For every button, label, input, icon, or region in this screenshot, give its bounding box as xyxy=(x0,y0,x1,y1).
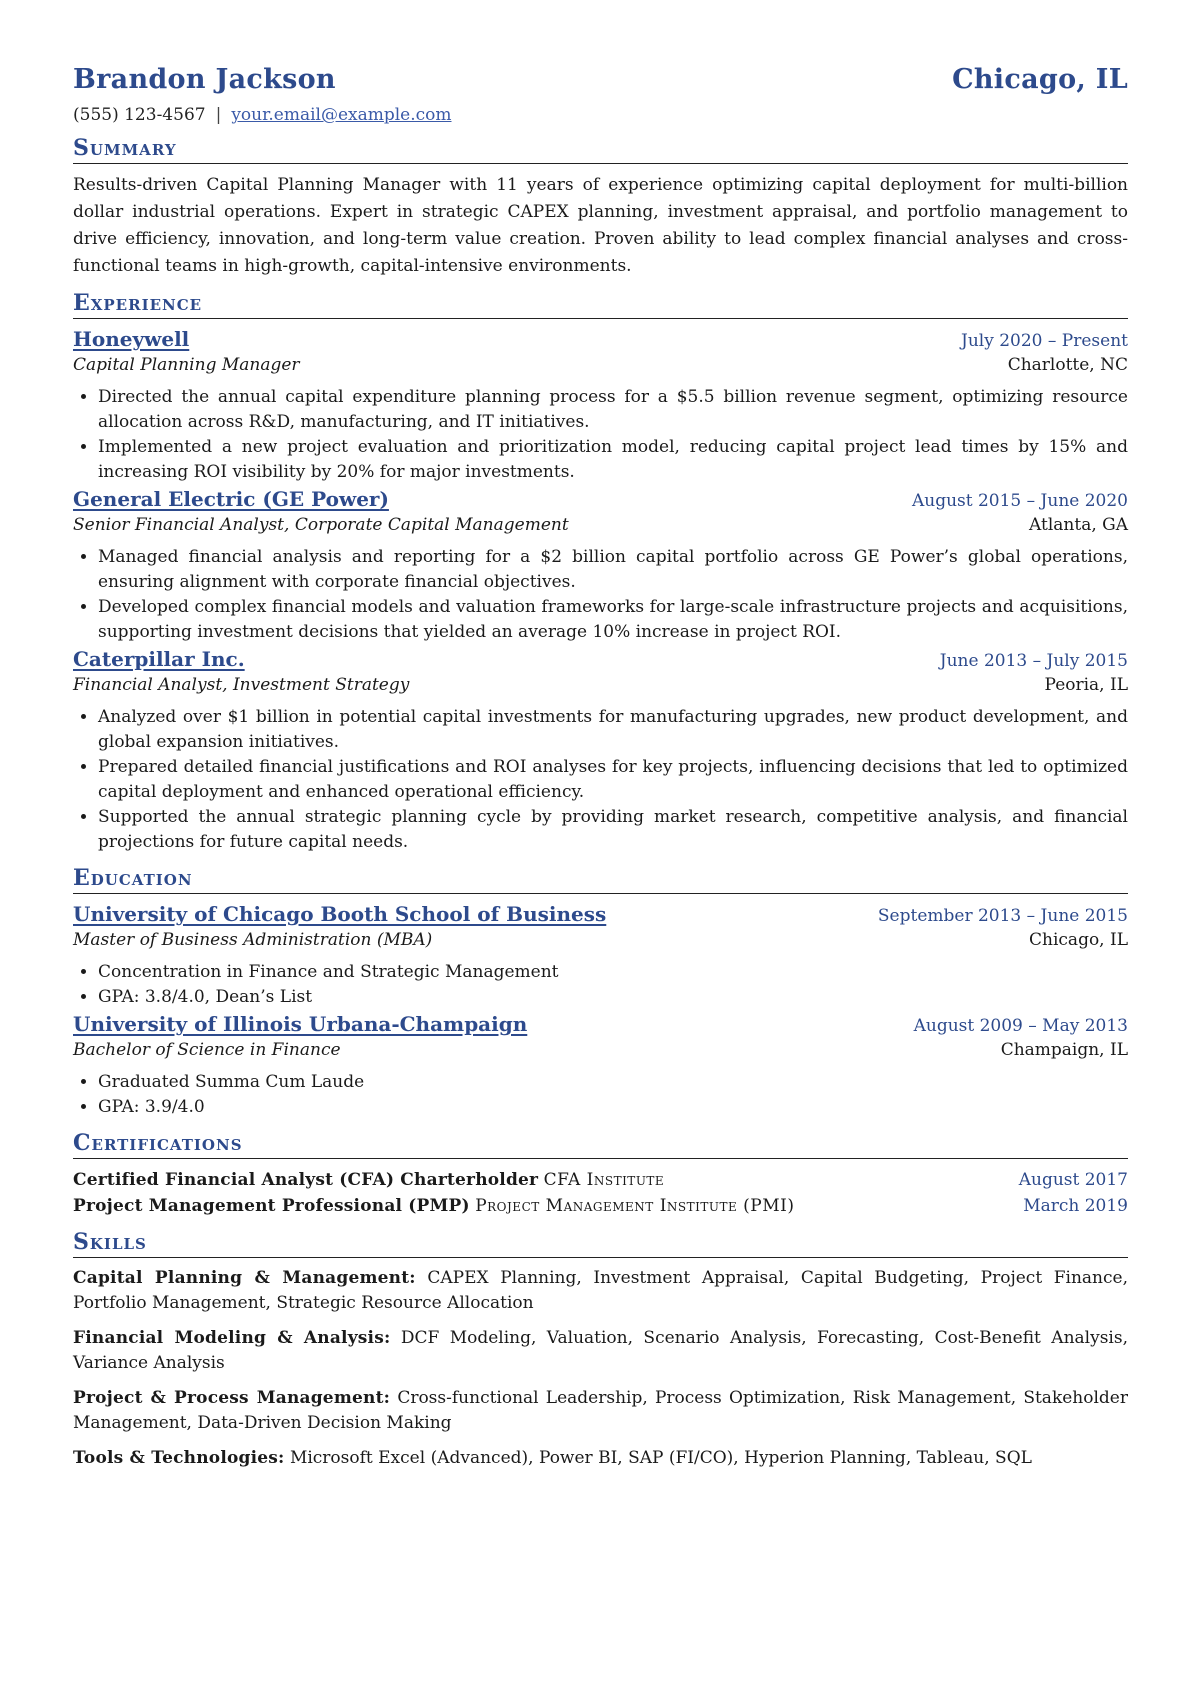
skill-label: Tools & Technologies: xyxy=(73,1448,285,1468)
skill-group xyxy=(73,1266,1128,1316)
candidate-location: Chicago, IL xyxy=(952,64,1128,95)
company-link[interactable]: Caterpillar Inc. xyxy=(73,647,245,671)
job-dates: August 2015 – June 2020 xyxy=(911,491,1128,511)
job-location: Peoria, IL xyxy=(1044,675,1128,695)
company-link[interactable]: General Electric (GE Power) xyxy=(73,487,389,511)
job-title: Senior Financial Analyst, Corporate Capital Management xyxy=(73,515,569,535)
bullet-item: • Developed complex financial models and valuation frameworks for large-scale infrastructure projects and acquisitions, supporting investment decisions that yielded an average 10% increase in project ROI. xyxy=(98,595,1128,645)
certification-issuer: Project Management Institute (PMI) xyxy=(475,1196,795,1216)
section-title-summary: Summary xyxy=(73,135,1128,164)
school-dates: September 2013 – June 2015 xyxy=(877,906,1128,926)
school-location: Chicago, IL xyxy=(1029,930,1128,950)
job-title: Financial Analyst, Investment Strategy xyxy=(73,675,410,695)
job-location: Charlotte, NC xyxy=(1007,355,1128,375)
skill-text: Microsoft Excel (Advanced), Power BI, SAP (FI/CO), Hyperion Planning, Tableau, SQL xyxy=(289,1448,1032,1468)
experience-entry xyxy=(73,327,1128,485)
job-location: Atlanta, GA xyxy=(1029,515,1128,535)
skill-group xyxy=(73,1326,1128,1376)
bullet-item: • Directed the annual capital expenditure planning process for a $5.5 billion revenue segment, optimizing resource allocation across R&D, manufacturing, and IT initiatives. xyxy=(98,385,1128,435)
section-title-certifications: Certifications xyxy=(73,1130,1128,1159)
bullet-item: • Analyzed over $1 billion in potential capital investments for manufacturing upgrades, new product development, and global expansion initiatives. xyxy=(98,705,1128,755)
bullet-item: • GPA: 3.8/4.0, Dean’s List xyxy=(98,985,1128,1010)
skill-group xyxy=(73,1386,1128,1436)
job-title: Capital Planning Manager xyxy=(73,355,300,375)
degree-title: Master of Business Administration (MBA) xyxy=(73,930,433,950)
company-link[interactable]: Honeywell xyxy=(73,327,190,351)
experience-entry xyxy=(73,487,1128,645)
certification-item xyxy=(73,1167,1128,1193)
degree-title: Bachelor of Science in Finance xyxy=(73,1040,341,1060)
skill-text: Cross-functional Leadership, Process Optimization, Risk Management, Stakeholder Management, Data-Driven Decision Making xyxy=(73,1388,1128,1433)
bullet-item: • Supported the annual strategic planning cycle by providing market research, competitive analysis, and financial projections for future capital needs. xyxy=(98,805,1128,855)
job-dates: June 2013 – July 2015 xyxy=(939,651,1128,671)
bullet-item: • Implemented a new project evaluation and prioritization model, reducing capital project lead times by 15% and increasing ROI visibility by 20% for major investments. xyxy=(98,435,1128,485)
skill-group xyxy=(73,1446,1128,1471)
skill-label: Project & Process Management: xyxy=(73,1388,391,1408)
certification-date: March 2019 xyxy=(1023,1196,1128,1216)
experience-entry xyxy=(73,647,1128,855)
contact-separator: | xyxy=(215,105,222,125)
skill-label: Capital Planning & Management: xyxy=(73,1268,416,1288)
job-bullets xyxy=(73,705,1128,855)
section-title-skills: Skills xyxy=(73,1229,1128,1258)
job-bullets xyxy=(73,545,1128,645)
certification-name: Certified Financial Analyst (CFA) Charterholder xyxy=(73,1170,539,1190)
bullet-item: • Prepared detailed financial justifications and ROI analyses for key projects, influencing decisions that led to optimized capital deployment and enhanced operational efficiency. xyxy=(98,755,1128,805)
contact-line xyxy=(73,105,1128,125)
bullet-item: • GPA: 3.9/4.0 xyxy=(98,1095,1128,1120)
email-link[interactable]: your.email@example.com xyxy=(231,105,452,125)
header xyxy=(73,64,1128,95)
school-bullets xyxy=(73,960,1128,1010)
job-dates: July 2020 – Present xyxy=(961,331,1128,351)
summary-text: Results-driven Capital Planning Manager with 11 years of experience optimizing capital deployment for multi-billion dollar industrial operations. Expert in strategic CAPEX planning, investment appraisal, and portfolio management to drive efficiency, innovation, and long-term value creation. Proven ability to lead complex financial analyses and cross-functional teams in high-growth, capital-intensive environments. xyxy=(73,175,1128,276)
candidate-name: Brandon Jackson xyxy=(73,64,336,95)
education-entry xyxy=(73,1012,1128,1120)
skill-text: CAPEX Planning, Investment Appraisal, Capital Budgeting, Project Finance, Portfolio Management, Strategic Resource Allocation xyxy=(73,1268,1128,1313)
skill-label: Financial Modeling & Analysis: xyxy=(73,1328,391,1348)
bullet-item: • Managed financial analysis and reporting for a $2 billion capital portfolio across GE Power’s global operations, ensuring alignment with corporate financial objectives. xyxy=(98,545,1128,595)
school-dates: August 2009 – May 2013 xyxy=(913,1016,1128,1036)
bullet-item: • Graduated Summa Cum Laude xyxy=(98,1070,1128,1095)
school-bullets xyxy=(73,1070,1128,1120)
certification-issuer: CFA Institute xyxy=(543,1170,665,1190)
skill-text: DCF Modeling, Valuation, Scenario Analysis, Forecasting, Cost-Benefit Analysis, Variance Analysis xyxy=(73,1328,1128,1373)
school-link[interactable]: University of Chicago Booth School of Business xyxy=(73,902,607,926)
certification-name: Project Management Professional (PMP) xyxy=(73,1196,470,1216)
job-bullets xyxy=(73,385,1128,485)
education-entry xyxy=(73,902,1128,1010)
section-title-experience: Experience xyxy=(73,290,1128,319)
bullet-item: • Concentration in Finance and Strategic Management xyxy=(98,960,1128,985)
school-location: Champaign, IL xyxy=(1000,1040,1128,1060)
certification-date: August 2017 xyxy=(1018,1170,1128,1190)
phone-number: (555) 123-4567 xyxy=(73,105,206,125)
certification-item xyxy=(73,1193,1128,1219)
school-link[interactable]: University of Illinois Urbana-Champaign xyxy=(73,1012,528,1036)
section-title-education: Education xyxy=(73,865,1128,894)
